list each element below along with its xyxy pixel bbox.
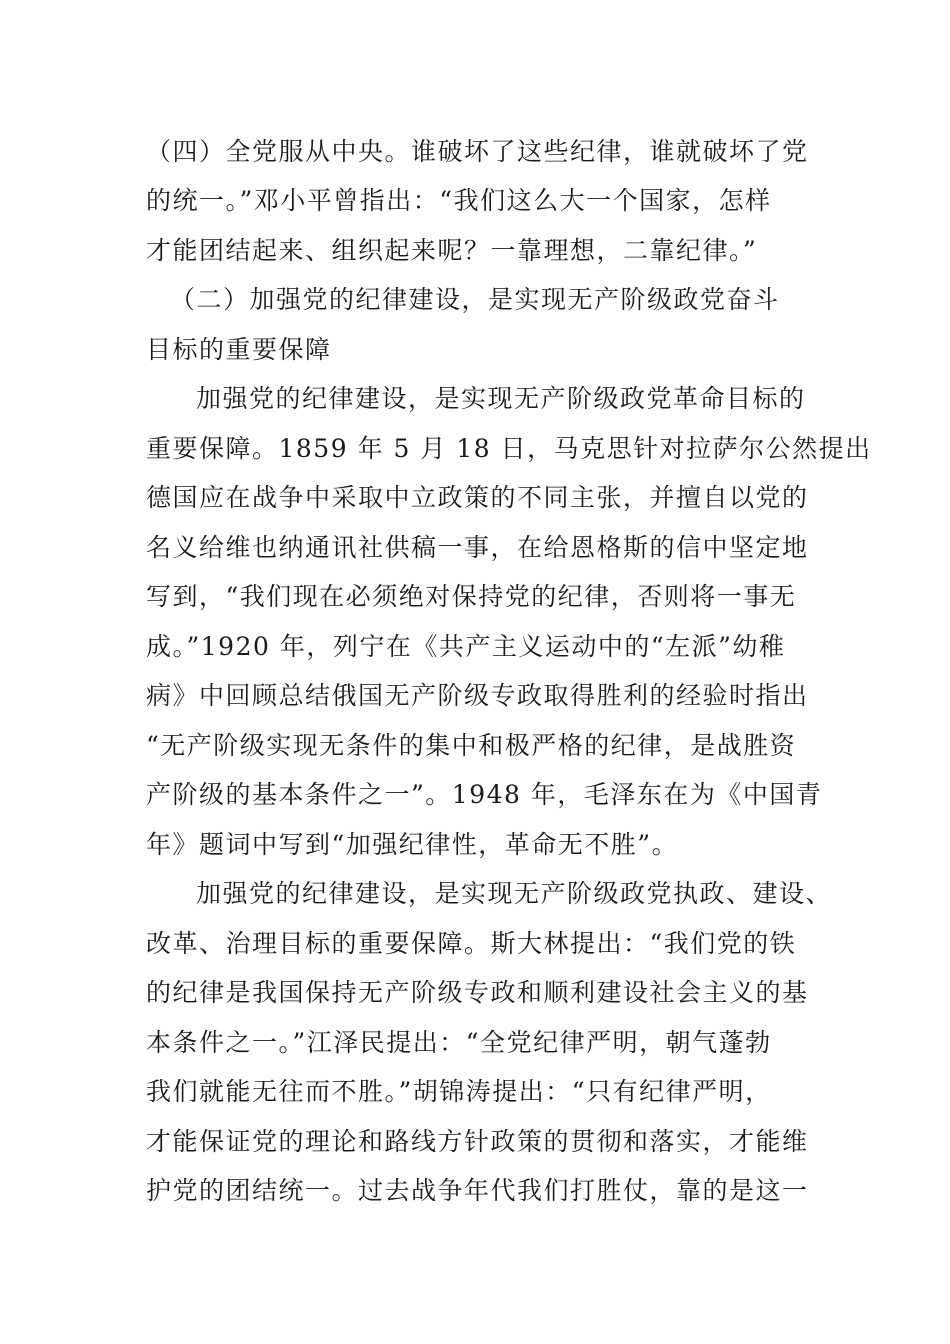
text-line: 产阶级的基本条件之一”。1948 年，毛泽东在为《中国青 bbox=[146, 780, 823, 809]
text-line: “无产阶级实现无条件的集中和极严格的纪律，是战胜资 bbox=[146, 731, 797, 760]
text-line: 的统一。”邓小平曾指出：“我们这么大一个国家，怎样 bbox=[146, 186, 772, 215]
text-line: 才能保证党的理论和路线方针政策的贯彻和落实，才能维 bbox=[146, 1127, 809, 1156]
text-line: 护党的团结统一。过去战争年代我们打胜仗，靠的是这一 bbox=[146, 1176, 809, 1205]
section-heading-line: （二）加强党的纪律建设，是实现无产阶级政党奋斗 bbox=[170, 285, 780, 314]
text-line: 改革、治理目标的重要保障。斯大林提出：“我们党的铁 bbox=[146, 929, 797, 958]
text-line: 本条件之一。”江泽民提出：“全党纪律严明，朝气蓬勃 bbox=[146, 1028, 772, 1057]
text-line: 加强党的纪律建设，是实现无产阶级政党执政、建设、 bbox=[196, 879, 833, 908]
text-line: 我们就能无往而不胜。”胡锦涛提出：“只有纪律严明， bbox=[146, 1077, 772, 1106]
text-line: 才能团结起来、组织起来呢？一靠理想，二靠纪律。” bbox=[146, 236, 758, 265]
text-line: 年》题词中写到“加强纪律性，革命无不胜”。 bbox=[146, 830, 679, 859]
text-line: 加强党的纪律建设，是实现无产阶级政党革命目标的 bbox=[196, 384, 806, 413]
section-heading-line: 目标的重要保障 bbox=[146, 335, 332, 364]
text-line: 名义给维也纳通讯社供稿一事，在给恩格斯的信中坚定地 bbox=[146, 533, 809, 562]
text-line: 成。”1920 年，列宁在《共产主义运动中的“左派”幼稚 bbox=[146, 632, 786, 661]
text-line: （四）全党服从中央。谁破坏了这些纪律，谁就破坏了党 bbox=[146, 137, 809, 166]
text-line: 德国应在战争中采取中立政策的不同主张，并擅自以党的 bbox=[146, 483, 809, 512]
text-line: 写到，“我们现在必须绝对保持党的纪律，否则将一事无 bbox=[146, 582, 797, 611]
text-line: 的纪律是我国保持无产阶级专政和顺利建设社会主义的基 bbox=[146, 978, 809, 1007]
text-line: 病》中回顾总结俄国无产阶级专政取得胜利的经验时指出 bbox=[146, 681, 809, 710]
text-line: 重要保障。1859 年 5 月 18 日，马克思针对拉萨尔公然提出 bbox=[146, 434, 872, 463]
